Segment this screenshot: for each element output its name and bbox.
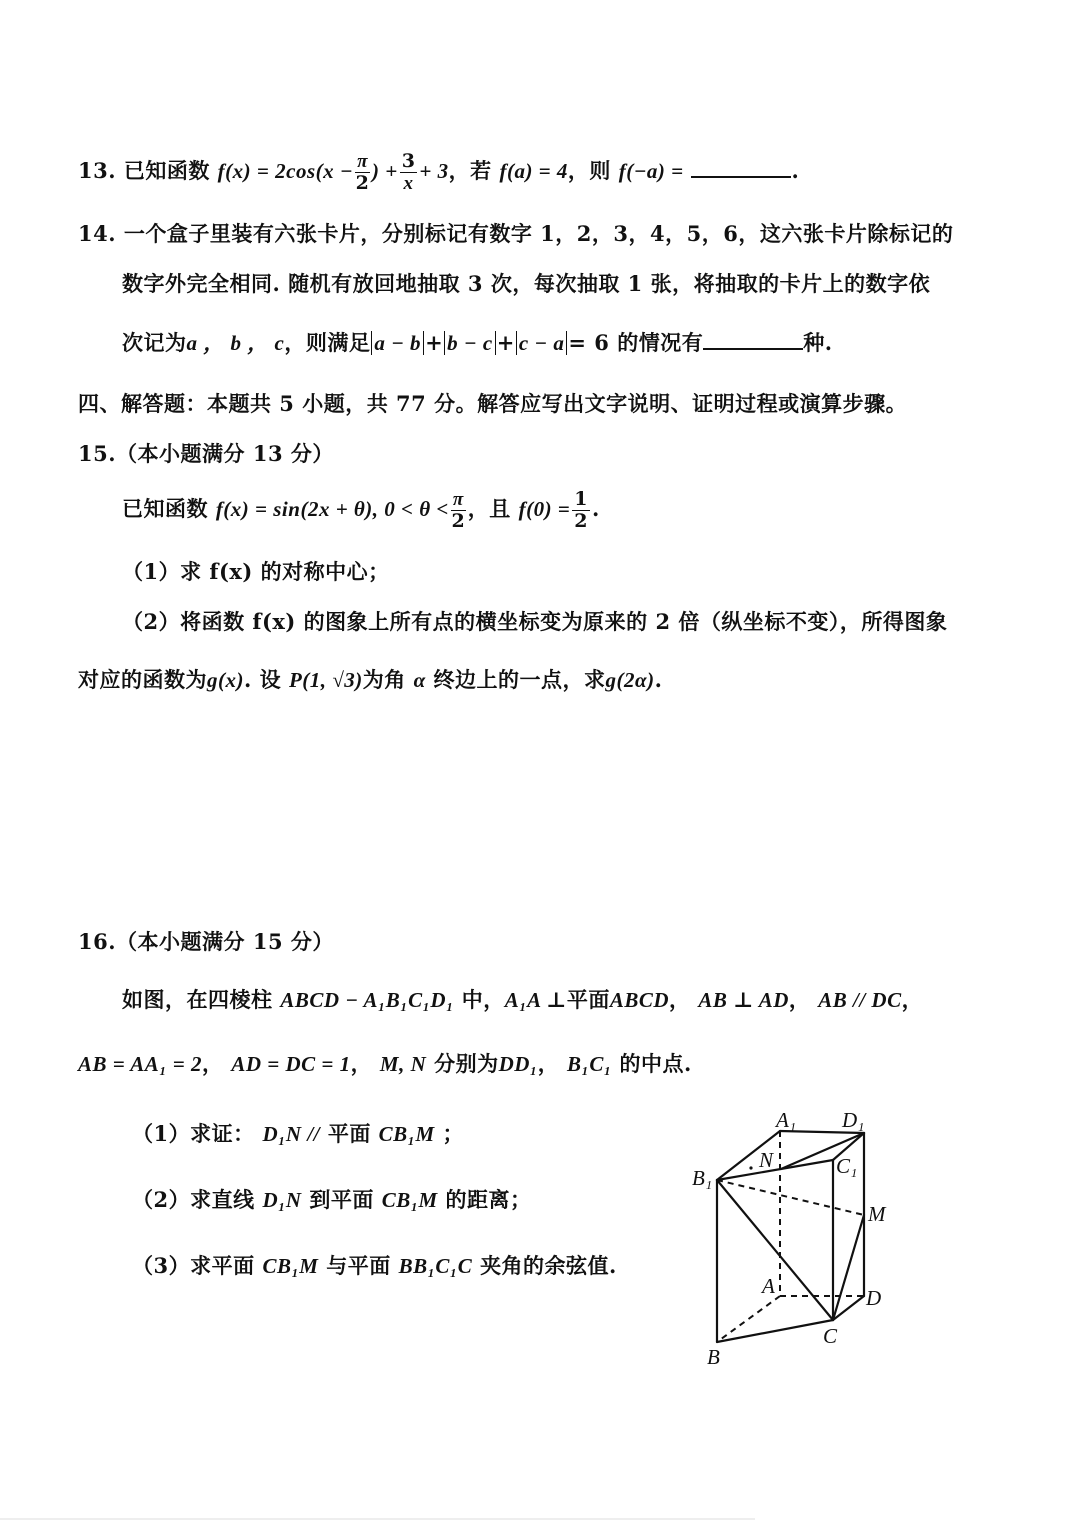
- q16-midpoints: 的中点.: [619, 1051, 692, 1076]
- q16-part1-plane: 平面: [327, 1121, 371, 1146]
- q16-ab-parallel-dc: AB // DC: [818, 988, 902, 1012]
- q16-part2-end: 的距离；: [445, 1187, 532, 1212]
- q13-ask-lead: ，则: [567, 158, 611, 183]
- q14-plus-2: +: [496, 330, 515, 355]
- q16-prism: ABCD − A₁B₁C₁D₁: [280, 988, 454, 1012]
- q15-part2-alpha: α: [413, 668, 426, 692]
- prism-figure: [680, 1100, 920, 1380]
- q14-plus-1: +: [425, 330, 444, 355]
- label-d1: D₁: [842, 1108, 865, 1132]
- q16-header: 16.（本小题满分 15 分）: [78, 929, 334, 954]
- q16-ad-eq-dc: AD = DC = 1: [231, 1052, 351, 1076]
- label-a: A: [762, 1274, 775, 1298]
- q16-plane-word: 平面: [566, 987, 610, 1012]
- q13-condition: f(a) = 4: [499, 159, 568, 183]
- q13-three-over-x: $\frac{3}{x}$: [401, 150, 416, 194]
- q15-given-lead: 已知函数: [122, 496, 208, 521]
- q16-ab-perp-ad: AB ⊥ AD: [698, 988, 789, 1012]
- q16-comma-4: ，: [202, 1051, 224, 1076]
- q16-respectively: 分别为: [434, 1051, 499, 1076]
- q13-function-def-b: ) +: [371, 159, 398, 183]
- label-n: N: [759, 1148, 774, 1172]
- label-c1: C₁: [836, 1154, 858, 1178]
- hidden-segment-b1-m: [717, 1180, 864, 1215]
- q16-part3-plane: 与平面: [326, 1253, 391, 1278]
- q13-cond-lead: ，若: [448, 158, 492, 183]
- q16-part1-a: （1）求证：: [132, 1121, 255, 1146]
- q14-text-3-end: 种.: [803, 330, 833, 355]
- q15-part2-g: g(x): [207, 668, 244, 692]
- q16-part1-d1n: D₁N //: [262, 1122, 321, 1146]
- q14-line-3: [122, 327, 833, 357]
- q15-header: 15.（本小题满分 13 分）: [78, 441, 334, 466]
- label-m: M: [868, 1202, 886, 1226]
- q16-part2-d1n: D₁N: [262, 1188, 302, 1212]
- q14-text-2: 数字外完全相同. 随机有放回地抽取 3 次，每次抽取 1 张，将抽取的卡片上的数字依: [122, 271, 931, 296]
- q16-comma-3: ，: [901, 987, 924, 1012]
- q15-given-function: f(x) = sin(2x + θ), 0 < θ <: [215, 497, 449, 521]
- q16-mn: M, N: [379, 1052, 427, 1076]
- q15-given-mid: ，且: [467, 496, 511, 521]
- q16-part3-a: （3）求平面: [132, 1253, 255, 1278]
- q16-part1-cb1m: CB₁M: [378, 1122, 435, 1146]
- q16-comma-5: ，: [350, 1051, 373, 1076]
- q14-vars: a ， b ， c: [186, 331, 285, 355]
- q15-part2-line1: （2）将函数 f(x) 的图象上所有点的横坐标变为原来的 2 倍（纵坐标不变），所得图象: [122, 609, 948, 634]
- q14-eq: = 6: [568, 330, 610, 355]
- q14-line-2: [122, 268, 930, 298]
- q16-b1c1: B₁C₁: [567, 1052, 612, 1076]
- q16-part2-cb1m: CB₁M: [381, 1188, 438, 1212]
- label-b1: B₁: [692, 1166, 713, 1190]
- q14-abs-1: a − b: [371, 331, 424, 355]
- q14-abs-3: c − a: [516, 331, 568, 355]
- q16-line1-a: 如图，在四棱柱: [122, 987, 273, 1012]
- q15-pi-over-2: $\frac{\pi}{2}$: [451, 489, 466, 532]
- q14-text-3-lead: 次记为: [122, 330, 187, 355]
- q16-comma-2: ，: [788, 987, 811, 1012]
- q15-part1: （1）求 f(x) 的对称中心；: [122, 559, 390, 584]
- q14-text-3-tail: 的情况有: [617, 330, 704, 355]
- q13-answer-blank[interactable]: [691, 160, 791, 178]
- q13-ask: f(−a) =: [618, 159, 684, 183]
- q15-given-f0: f(0) =: [518, 497, 571, 521]
- q13-end: .: [791, 158, 800, 183]
- q16-plane-abcd: ABCD: [609, 988, 670, 1012]
- q16-comma-6: ，: [537, 1051, 560, 1076]
- q16-line1: [122, 984, 923, 1014]
- q15-part2-point-p: P(1, √3): [288, 668, 363, 692]
- q14-line-1: [78, 218, 953, 248]
- edge-b1-c1: [717, 1160, 833, 1180]
- point-n-dot: [749, 1166, 752, 1169]
- q14-number: 14.: [78, 221, 117, 246]
- edge-b-c: [717, 1320, 833, 1342]
- q15-part2-line2: [78, 664, 662, 694]
- q15-part2-end: .: [654, 667, 663, 692]
- label-c: C: [823, 1324, 838, 1348]
- q14-answer-blank[interactable]: [703, 332, 803, 350]
- q15-given: [122, 490, 600, 531]
- page-bottom-rule: [0, 1518, 755, 1520]
- q16-part3-bb1c1c: BB₁C₁C: [398, 1254, 473, 1278]
- q13-number: 13.: [78, 158, 117, 183]
- q13-line: [78, 152, 799, 193]
- q16-part3: [132, 1250, 617, 1280]
- q15-part2-text-c: 为角: [362, 667, 406, 692]
- q14-abs-2: b − c: [444, 331, 496, 355]
- q14-text-3-mid: ，则满足: [284, 330, 371, 355]
- q16-part3-cb1m: CB₁M: [262, 1254, 319, 1278]
- q16-ab-eq-aa1: AB = AA₁ = 2: [78, 1052, 203, 1076]
- q16-a1a-perp: A₁A ⊥: [504, 988, 567, 1012]
- q16-dd1: DD₁: [498, 1052, 538, 1076]
- q16-line1-b: 中，: [461, 987, 505, 1012]
- q15-part2-g2a: g(2α): [605, 668, 655, 692]
- q13-function-def: f(x) = 2cos(x −: [217, 159, 354, 183]
- q15-part2-text-b: . 设: [244, 667, 282, 692]
- q16-comma-1: ，: [669, 987, 691, 1012]
- q16-part2-plane: 到平面: [309, 1187, 374, 1212]
- q15-part2-text-d: 终边上的一点，求: [433, 667, 606, 692]
- q13-lead: 已知函数: [123, 158, 210, 183]
- q13-function-def-c: + 3: [419, 159, 449, 183]
- q15-part2-text-a: 对应的函数为: [78, 667, 207, 692]
- q15-one-half: $\frac{1}{2}$: [574, 488, 589, 532]
- label-d: D: [866, 1286, 882, 1310]
- q16-part1-end: ；: [442, 1121, 464, 1146]
- segment-c-m: [833, 1215, 864, 1320]
- q16-part1: [132, 1118, 464, 1148]
- q16-line2: [78, 1048, 692, 1078]
- section4-heading: 四、解答题：本题共 5 小题，共 77 分。解答应写出文字说明、证明过程或演算步骤。: [78, 391, 908, 416]
- q16-part2: [132, 1184, 532, 1214]
- q15-given-end: .: [592, 496, 600, 521]
- q13-pi-over-2: $\frac{\pi}{2}$: [355, 151, 370, 194]
- label-a1: A₁: [776, 1108, 797, 1132]
- q16-part2-a: （2）求直线: [132, 1187, 255, 1212]
- q14-text-1: 一个盒子里装有六张卡片，分别标记有数字 1，2，3，4，5，6，这六张卡片除标记的: [123, 221, 954, 246]
- q16-part3-end: 夹角的余弦值.: [480, 1253, 617, 1278]
- label-b: B: [707, 1345, 720, 1369]
